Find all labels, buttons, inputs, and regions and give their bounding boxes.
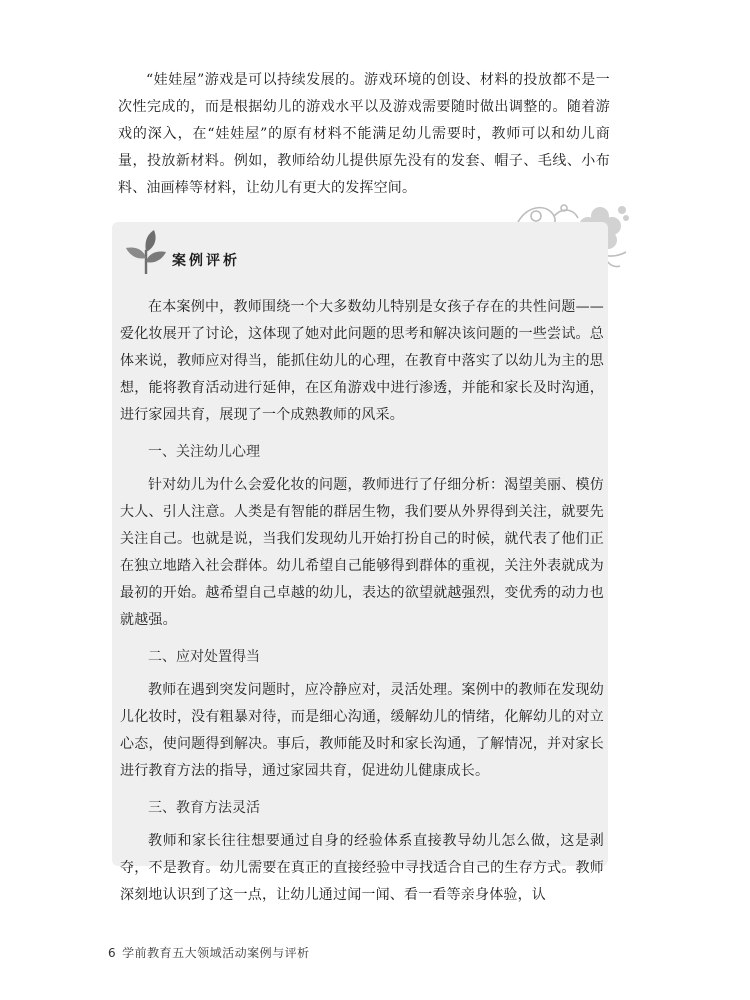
page-footer	[108, 944, 310, 961]
book-title: 学前教育五大领域活动案例与评析	[122, 946, 310, 960]
section-heading-2: 二、应对处置得当	[148, 649, 260, 665]
section-text-3: 教师和家长往往想要通过自身的经验体系直接教导幼儿怎么做，这是剥夺，不是教育。幼儿需要在真正的直接经验中寻找适合自己的生存方式。教师深刻地认识到了这一点，让幼儿通过闻一闻、看一看等亲身体验，认	[120, 833, 604, 903]
section-heading-1: 一、关注幼儿心理	[148, 444, 260, 460]
review-body	[120, 294, 604, 909]
sprout-icon	[126, 230, 166, 276]
intro-paragraph: “娃娃屋”游戏是可以持续发展的。游戏环境的创设、材料的投放都不是一次性完成的，而是根据幼儿的游戏水平以及游戏需要随时做出调整的。随着游戏的深入，在“娃娃屋”的原有材料不能满足幼儿需要时，教师可以和幼儿商量，投放新材料。例如，教师给幼儿提供原先没有的发套、帽子、毛线、小布料、油画棒等材料，让幼儿有更大的发挥空间。	[118, 72, 610, 196]
intro-text-block	[118, 67, 610, 202]
review-title: 案例评析	[172, 253, 240, 269]
case-review-box	[112, 222, 608, 903]
section-heading-3: 三、教育方法灵活	[148, 800, 260, 816]
review-summary: 在本案例中，教师围绕一个大多数幼儿特别是女孩子存在的共性问题——爱化妆展开了讨论，这体现了她对此问题的思考和解决该问题的一些尝试。总体来说，教师应对得当，能抓住幼儿的心理，在教育中落实了以幼儿为主的思想，能将教育活动进行延伸，在区角游戏中进行渗透，并能和家长及时沟通，进行家园共育，展现了一个成熟教师的风采。	[120, 299, 604, 423]
section-text-1: 针对幼儿为什么会爱化妆的问题，教师进行了仔细分析：渴望美丽、模仿大人、引人注意。人类是有智能的群居生物，我们要从外界得到关注，就要先关注自己。也就是说，当我们发现幼儿开始打扮自己的时候，就代表了他们正在独立地踏入社会群体。幼儿希望自己能够得到群体的重视，关注外表就成为最初的开始。越希望自己卓越的幼儿，表达的欲望就越强烈，变优秀的动力也就越强。	[120, 477, 604, 628]
page-number: 6	[108, 946, 117, 960]
section-text-2: 教师在遇到突发问题时，应冷静应对，灵活处理。案例中的教师在发现幼儿化妆时，没有粗暴对待，而是细心沟通，缓解幼儿的情绪，化解幼儿的对立心态，使问题得到解决。事后，教师能及时和家长沟通，了解情况，并对家长进行教育方法的指导，通过家园共育，促进幼儿健康成长。	[120, 682, 604, 779]
